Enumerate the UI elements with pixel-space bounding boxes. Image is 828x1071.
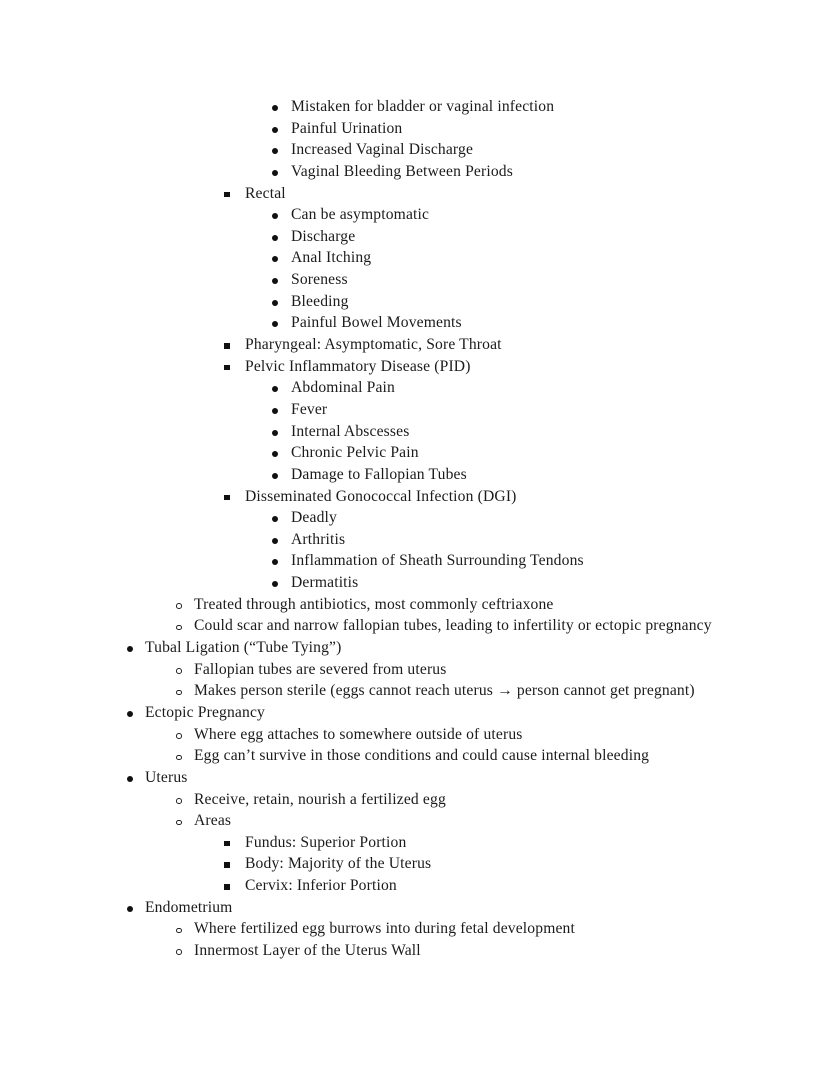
outline-item bbox=[0, 810, 828, 832]
outline-item bbox=[0, 918, 828, 940]
outline-item bbox=[0, 442, 828, 464]
outline-list bbox=[0, 96, 828, 962]
outline-item bbox=[0, 226, 828, 248]
outline-item-label: Rectal bbox=[245, 184, 286, 202]
outline-item-label: Painful Urination bbox=[291, 119, 403, 137]
outline-item-label: Cervix: Inferior Portion bbox=[245, 877, 397, 895]
outline-item-label: Deadly bbox=[291, 509, 337, 527]
outline-item-label: Makes person sterile (eggs cannot reach uterus → person cannot get pregnant) bbox=[194, 682, 695, 700]
outline-item-label: Tubal Ligation (“Tube Tying”) bbox=[145, 639, 342, 657]
outline-item-label: Where fertilized egg burrows into during fetal development bbox=[194, 920, 575, 938]
outline-item bbox=[0, 832, 828, 854]
outline-item bbox=[0, 139, 828, 161]
outline-item-label: Internal Abscesses bbox=[291, 422, 410, 440]
outline-item-label: Fallopian tubes are severed from uterus bbox=[194, 660, 447, 678]
outline-item-label: Discharge bbox=[291, 227, 356, 245]
outline-item-label: Could scar and narrow fallopian tubes, leading to infertility or ectopic pregnancy bbox=[194, 617, 712, 635]
outline-item bbox=[0, 269, 828, 291]
outline-item bbox=[0, 789, 828, 811]
outline-item-label: Endometrium bbox=[145, 898, 233, 916]
outline-item bbox=[0, 897, 828, 919]
outline-item-label: Increased Vaginal Discharge bbox=[291, 141, 474, 159]
outline-item-label: Chronic Pelvic Pain bbox=[291, 444, 419, 462]
outline-item-label: Abdominal Pain bbox=[291, 379, 395, 397]
outline-item bbox=[0, 659, 828, 681]
outline-item-label: Areas bbox=[194, 812, 232, 830]
outline-item bbox=[0, 312, 828, 334]
outline-item bbox=[0, 507, 828, 529]
outline-item-label: Innermost Layer of the Uterus Wall bbox=[194, 941, 421, 959]
outline-item-label: Bleeding bbox=[291, 292, 349, 310]
outline-item bbox=[0, 96, 828, 118]
outline-item-label: Uterus bbox=[145, 768, 188, 786]
outline-item-label: Treated through antibiotics, most commonly ceftriaxone bbox=[194, 595, 554, 613]
outline-item-label: Dermatitis bbox=[291, 574, 359, 592]
outline-item bbox=[0, 464, 828, 486]
outline-item bbox=[0, 183, 828, 205]
outline-item-label: Egg can’t survive in those conditions and could cause internal bleeding bbox=[194, 747, 650, 765]
outline-item-label: Disseminated Gonococcal Infection (DGI) bbox=[245, 487, 517, 505]
outline-item-label: Receive, retain, nourish a fertilized egg bbox=[194, 790, 446, 808]
outline-item bbox=[0, 853, 828, 875]
outline-item bbox=[0, 486, 828, 508]
outline-item-label: Fever bbox=[291, 400, 328, 418]
outline-item bbox=[0, 572, 828, 594]
outline-item bbox=[0, 161, 828, 183]
outline-item-label: Mistaken for bladder or vaginal infection bbox=[291, 98, 555, 115]
outline-item bbox=[0, 204, 828, 226]
outline-item-label: Can be asymptomatic bbox=[291, 206, 430, 224]
outline-item bbox=[0, 615, 828, 637]
outline-item-label: Ectopic Pregnancy bbox=[145, 703, 265, 721]
outline-item-label: Anal Itching bbox=[291, 249, 372, 267]
outline-item-label: Vaginal Bleeding Between Periods bbox=[291, 162, 513, 180]
outline-item bbox=[0, 399, 828, 421]
outline-item-label: Body: Majority of the Uterus bbox=[245, 855, 432, 873]
outline-item bbox=[0, 529, 828, 551]
outline-item bbox=[0, 875, 828, 897]
outline-item bbox=[0, 680, 828, 702]
outline-item bbox=[0, 724, 828, 746]
outline-item-label: Damage to Fallopian Tubes bbox=[291, 465, 467, 483]
outline-item-label: Where egg attaches to somewhere outside of uterus bbox=[194, 725, 523, 743]
outline-item bbox=[0, 702, 828, 724]
outline-item bbox=[0, 550, 828, 572]
outline-item bbox=[0, 377, 828, 399]
outline-item-label: Pelvic Inflammatory Disease (PID) bbox=[245, 357, 471, 375]
outline-item-label: Fundus: Superior Portion bbox=[245, 833, 407, 851]
outline-item-label: Arthritis bbox=[291, 530, 346, 548]
outline-item bbox=[0, 745, 828, 767]
outline-item-label: Soreness bbox=[291, 271, 348, 289]
outline-item bbox=[0, 594, 828, 616]
outline-item bbox=[0, 118, 828, 140]
outline-item bbox=[0, 940, 828, 962]
outline-item bbox=[0, 637, 828, 659]
outline-item bbox=[0, 291, 828, 313]
outline-item-label: Inflammation of Sheath Surrounding Tendons bbox=[291, 552, 584, 570]
outline-item bbox=[0, 334, 828, 356]
outline-item bbox=[0, 421, 828, 443]
outline-item bbox=[0, 767, 828, 789]
outline-item-label: Painful Bowel Movements bbox=[291, 314, 462, 332]
outline-item bbox=[0, 356, 828, 378]
outline-item-label: Pharyngeal: Asymptomatic, Sore Throat bbox=[245, 336, 502, 354]
outline-item bbox=[0, 247, 828, 269]
